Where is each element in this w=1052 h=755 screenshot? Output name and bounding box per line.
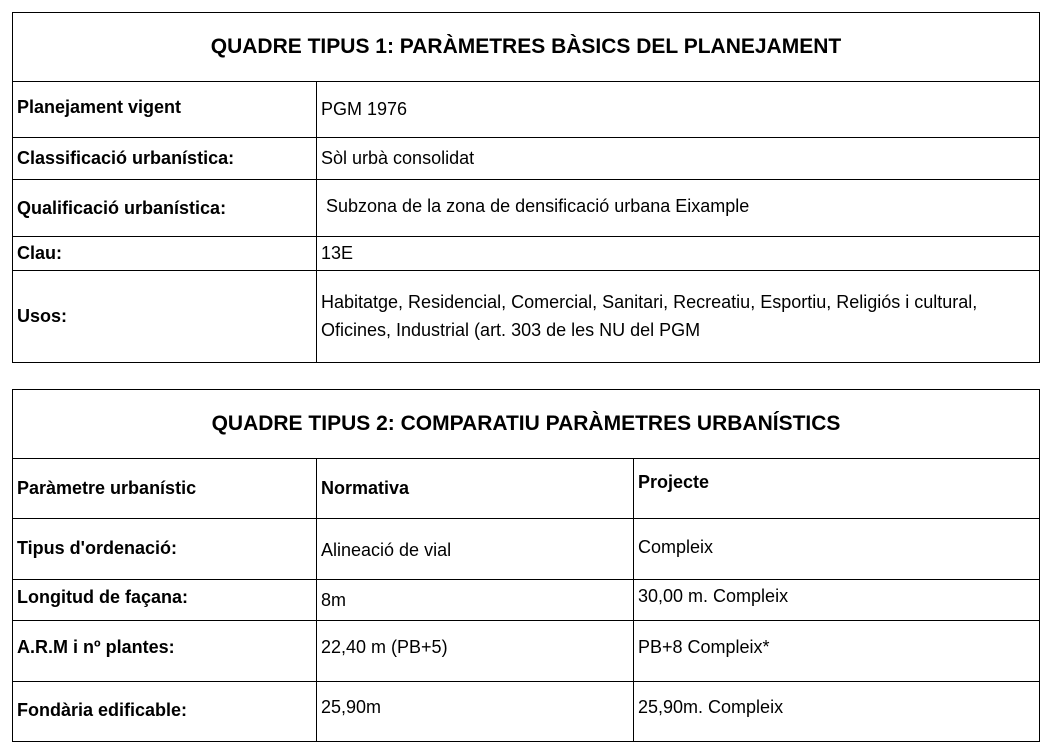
table-planning-parameters xyxy=(12,12,1040,363)
row-normativa: 8m xyxy=(316,579,633,620)
row-value: 13E xyxy=(316,236,1039,270)
row-projecte: Compleix xyxy=(633,518,1039,579)
row-label: Clau: xyxy=(17,243,62,263)
table1-title: QUADRE TIPUS 1: PARÀMETRES BÀSICS DEL PLANEJAMENT xyxy=(13,13,1039,82)
table-row xyxy=(13,137,1039,180)
row-value: Habitatge, Residencial, Comercial, Sanitari, Recreatiu, Esportiu, Religiós i cultural, Oficines, Industrial (art. 303 de les NU del PGM xyxy=(316,270,1039,362)
row-normativa: 22,40 m (PB+5) xyxy=(316,620,633,681)
row-normativa: 25,90m xyxy=(316,681,633,741)
table2-title: QUADRE TIPUS 2: COMPARATIU PARÀMETRES URBANÍSTICS xyxy=(13,390,1039,459)
row-normativa: Alineació de vial xyxy=(316,518,633,579)
table-row xyxy=(13,579,1039,621)
table-row xyxy=(13,681,1039,741)
row-value: Subzona de la zona de densificació urbana Eixample xyxy=(316,179,1039,236)
row-label: Classificació urbanística: xyxy=(17,148,235,168)
row-label: Fondària edificable: xyxy=(17,700,188,720)
table-row xyxy=(13,179,1039,237)
table-header-row xyxy=(13,458,1039,519)
row-label: Planejament vigent xyxy=(17,97,182,117)
table-row xyxy=(13,270,1039,362)
column-header: Paràmetre urbanístic xyxy=(17,478,197,498)
row-projecte: PB+8 Compleix* xyxy=(633,620,1039,681)
table-row xyxy=(13,518,1039,580)
column-header: Normativa xyxy=(316,458,633,518)
row-label: Usos: xyxy=(17,306,68,326)
table-row xyxy=(13,81,1039,138)
row-label: Longitud de façana: xyxy=(17,587,188,607)
row-label: A.R.M i nº plantes: xyxy=(17,637,175,657)
row-projecte: 30,00 m. Compleix xyxy=(633,579,1039,620)
row-label: Tipus d'ordenació: xyxy=(17,538,177,558)
table-urban-parameters-comparison xyxy=(12,389,1040,742)
column-header: Projecte xyxy=(633,458,1039,518)
table-row xyxy=(13,236,1039,271)
table-row xyxy=(13,620,1039,682)
row-label: Qualificació urbanística: xyxy=(17,198,227,218)
row-value: Sòl urbà consolidat xyxy=(316,137,1039,179)
row-projecte: 25,90m. Compleix xyxy=(633,681,1039,741)
row-value: PGM 1976 xyxy=(316,81,1039,137)
